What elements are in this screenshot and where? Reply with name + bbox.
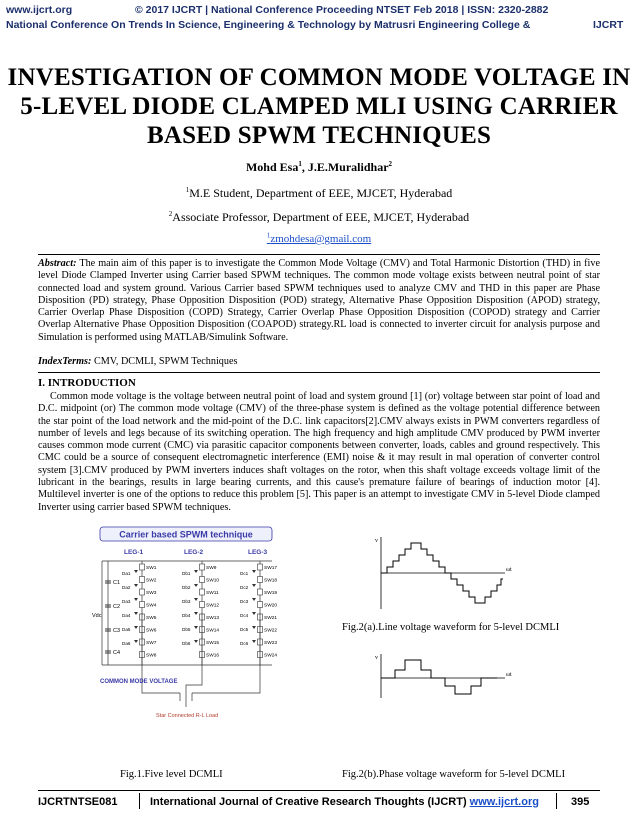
paper-title: INVESTIGATION OF COMMON MODE VOLTAGE IN 5-LEVEL DIODE CLAMPED MLI USING CARRIER BASED SPWM TECHNIQUES	[7, 64, 631, 149]
index-terms	[38, 356, 600, 368]
figure-1-banner: Carrier based SPWM technique	[119, 529, 253, 540]
leg-1-switches	[122, 561, 157, 665]
diode-label: Dc2	[240, 585, 249, 590]
switch-label: SW23	[264, 641, 278, 646]
diode-symbol	[194, 626, 198, 629]
capacitor-label: C4	[113, 650, 121, 656]
switch-label: SW9	[206, 566, 217, 571]
figure-2b-caption: Fig.2(b).Phase voltage waveform for 5-level DCMLI	[342, 769, 566, 780]
paper-code: IJCRTNTSE081	[38, 796, 118, 808]
diode-label: Db1	[182, 571, 191, 576]
switch-label: SW3	[146, 591, 157, 596]
switch-label: SW4	[146, 603, 157, 609]
diode-label: Dc3	[240, 599, 249, 604]
diode-symbol	[194, 640, 198, 643]
switch-label: SW1	[146, 566, 157, 571]
switch-label: SW12	[206, 603, 220, 609]
switch-label: SW2	[146, 578, 157, 584]
switch-symbol	[200, 589, 205, 595]
switch-label: SW6	[146, 628, 157, 634]
diode-label: Dc6	[240, 641, 249, 646]
abstract-label: Abstract:	[38, 258, 77, 269]
diode-label: Dc1	[240, 571, 249, 576]
affiliation-1-text: M.E Student, Department of EEE, MJCET, Hyderabad	[189, 186, 453, 200]
diode-symbol	[194, 598, 198, 601]
switch-symbol	[200, 602, 205, 608]
diode-symbol	[134, 626, 138, 629]
switch-label: SW19	[264, 591, 278, 596]
page-number: 395	[571, 796, 590, 808]
aff1-sup: 1	[185, 186, 190, 194]
v-axis-label: v	[375, 655, 378, 661]
diode-label: Db5	[182, 627, 191, 632]
diode-label: Da5	[122, 627, 131, 632]
diode-label: Da1	[122, 571, 131, 576]
switch-label: SW16	[206, 653, 220, 659]
switch-label: SW21	[264, 616, 278, 621]
diode-label: Da6	[122, 641, 131, 646]
diode-symbol	[134, 640, 138, 643]
conference-line: National Conference On Trends In Science, Engineering & Technology by Matrusri Engineering College &	[6, 19, 531, 31]
diode-symbol	[252, 598, 256, 601]
diode-label: Dc4	[240, 613, 249, 618]
abstract-top-rule	[38, 254, 600, 255]
introduction-text: Common mode voltage is the voltage between neutral point of load and system ground [1] (or) voltage between star point of load and D.C. midpoint (or) The common mode voltage (CMV) of the three-phase system is defined as the voltage potential difference between the star point of the load network and the mid-point of the D.C. link capacitors[2].CMV always exists in PWM converters regardless of number of levels and legs because of its switching operation. The high frequency and high amplitude CMV produced by PWM inverter causes common mode current (CMC) via parasitic capacitor components between converter, loads, cables and ground respectively. This CMC could be a source of consequent electromagnetic interference (EMI) noise & it may result in mal operation of converter control system [3].CMV produced by PWM inverters induces shaft voltages on the rotor, when this shaft voltage exceeds voltage limit of the lubricant in the bearings, results in large bearing currents, and this cause's premature failure of bearings of induction motor [4]. Multilevel inverter is one of the options to reduce this problem [5]. This paper is an attempt to investigate CMV in 5-level Diode clamped Inverter using carrier based SPWM techniques.	[38, 391, 600, 513]
diode-label: Da2	[122, 585, 131, 590]
switch-label: SW22	[264, 628, 278, 634]
switch-label: SW5	[146, 616, 157, 621]
diode-label: Db4	[182, 613, 191, 618]
diode-label: Db6	[182, 641, 191, 646]
copyright-line: © 2017 IJCRT | National Conference Proceeding NTSET Feb 2018 | ISSN: 2320-2882	[135, 4, 549, 16]
switch-symbol	[140, 564, 145, 570]
diode-symbol	[194, 584, 198, 587]
switch-symbol	[258, 564, 263, 570]
switch-symbol	[200, 564, 205, 570]
author-2-sup: 2	[388, 160, 393, 168]
diode-symbol	[252, 612, 256, 615]
t-axis-label: ωt	[506, 567, 512, 573]
org-name: IJCRT	[593, 19, 624, 31]
switch-symbol	[258, 602, 263, 608]
switch-label: SW13	[206, 616, 220, 621]
leg-2-switches	[182, 561, 219, 665]
authors	[0, 160, 638, 175]
cmv-label: COMMON MODE VOLTAGE	[100, 679, 178, 685]
aff2-sup: 2	[168, 210, 173, 218]
author-email[interactable]	[0, 233, 638, 245]
footer-separator	[139, 793, 140, 809]
journal-title: International Journal of Creative Research Thoughts (IJCRT)	[150, 796, 467, 808]
switch-symbol	[258, 589, 263, 595]
switch-label: SW18	[264, 578, 278, 584]
footer-site-link[interactable]: www.ijcrt.org	[469, 796, 539, 808]
abstract-text: The main aim of this paper is to investigate the Common Mode Voltage (CMV) and Total Harmonic Distortion (THD) in five level Diode Clamped Inverter using Carrier based SPWM techniques. The common mode voltage exists between neutral point of star connected load and system ground. Various Carrier based SPWM techniques used to analyze CMV and THD in this paper are Phase Disposition (PD) strategy, Phase Opposition Disposition (POD) strategy, Alternative Phase Opposition Disposition (APOD) strategy, Carrier Overlap Phase Disposition (COPD) Strategy, Carrier Overlap Phase Opposition Disposition (COPOD) strategy and Carrier Overlap Alternative Phase Opposition Disposition (COAPOD) strategy.RL load is connected to inverter circuit for analysis purpose and Simulation is performed using MATLAB/Simulink Software.	[38, 258, 600, 343]
diode-label: Da3	[122, 599, 131, 604]
capacitor-bank	[105, 561, 120, 665]
switch-symbol	[200, 577, 205, 583]
switch-label: SW14	[206, 628, 220, 634]
diode-symbol	[252, 640, 256, 643]
index-terms-label: IndexTerms:	[38, 356, 92, 367]
diode-label: Dc5	[240, 627, 249, 632]
switch-label: SW24	[264, 653, 278, 659]
index-terms-rule	[38, 372, 600, 373]
site-url[interactable]: www.ijcrt.org	[6, 4, 73, 16]
switch-label: SW7	[146, 641, 157, 646]
leg-label: LEG-3	[248, 549, 268, 556]
journal-name	[150, 796, 539, 808]
vdc-label: Vdc	[92, 613, 102, 619]
capacitor-label: C1	[113, 580, 121, 586]
t-axis-label: ωt	[506, 672, 512, 678]
diode-symbol	[194, 612, 198, 615]
leg-3-switches	[240, 561, 277, 665]
diode-symbol	[252, 584, 256, 587]
switch-symbol	[258, 577, 263, 583]
load-label: Star Connected R-L Load	[156, 713, 219, 719]
author-2: J.E.Muralidhar	[307, 160, 389, 174]
switch-label: SW8	[146, 653, 157, 659]
leg-label: LEG-2	[184, 549, 204, 556]
switch-label: SW10	[206, 578, 220, 584]
index-terms-text: CMV, DCMLI, SPWM Techniques	[93, 356, 238, 367]
diode-label: Db2	[182, 585, 191, 590]
author-1: Mohd Esa	[245, 160, 299, 174]
affiliation-2	[0, 210, 638, 225]
author-separator: ,	[301, 160, 308, 174]
diode-symbol	[194, 570, 198, 573]
diode-symbol	[134, 598, 138, 601]
switch-label: SW11	[206, 591, 219, 596]
switch-label: SW17	[264, 566, 278, 571]
affiliation-1	[0, 186, 638, 201]
capacitor-label: C2	[113, 604, 121, 610]
phase-voltage-staircase	[381, 660, 497, 694]
diode-label: Da4	[122, 613, 131, 618]
diode-symbol	[134, 570, 138, 573]
email-sup: 1	[266, 231, 271, 240]
diode-symbol	[252, 570, 256, 573]
switch-label: SW15	[206, 641, 220, 646]
figure-2a-line-voltage	[373, 533, 513, 611]
switch-label: SW20	[264, 603, 278, 609]
figure-1-caption: Fig.1.Five level DCMLI	[120, 769, 223, 780]
footer-rule	[38, 790, 600, 791]
diode-symbol	[134, 584, 138, 587]
diode-label: Db3	[182, 599, 191, 604]
author-1-sup: 1	[298, 160, 302, 168]
diode-symbol	[252, 626, 256, 629]
email-text[interactable]: zmohdesa@gmail.com	[270, 233, 372, 245]
abstract	[38, 258, 600, 344]
figure-2b-phase-voltage	[373, 652, 513, 700]
figure-2a-caption: Fig.2(a).Line voltage waveform for 5-level DCMLI	[342, 622, 560, 633]
figure-1-circuit	[92, 525, 280, 730]
switch-symbol	[140, 602, 145, 608]
diode-symbol	[134, 612, 138, 615]
switch-symbol	[140, 577, 145, 583]
footer-separator	[556, 793, 557, 809]
leg-label: LEG-1	[124, 549, 144, 556]
switch-symbol	[140, 589, 145, 595]
v-axis-label: v	[375, 538, 378, 544]
capacitor-label: C3	[113, 628, 121, 634]
affiliation-2-text: Associate Professor, Department of EEE, MJCET, Hyderabad	[172, 210, 470, 224]
section-heading-introduction: I. INTRODUCTION	[38, 377, 136, 389]
